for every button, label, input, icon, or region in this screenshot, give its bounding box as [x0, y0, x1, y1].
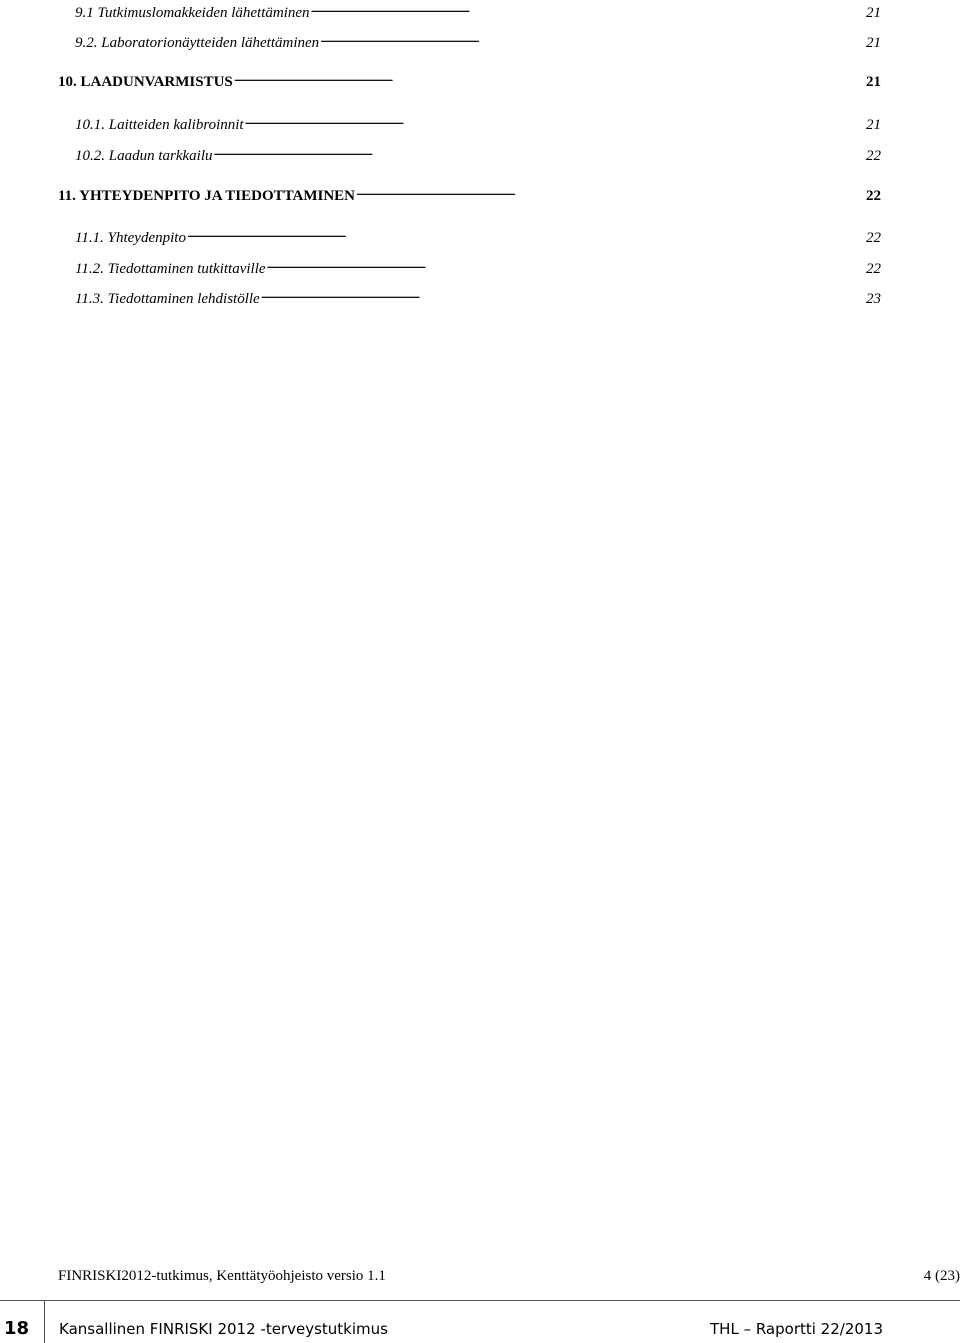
report-footer	[0, 1318, 960, 1343]
toc-entry-page: 21	[866, 35, 881, 51]
toc-entry-page: 23	[866, 291, 881, 307]
toc-entry-page: 21	[866, 117, 881, 133]
toc-dot-leader	[245, 111, 865, 129]
toc-dot-leader	[234, 68, 865, 86]
toc-dot-leader	[320, 29, 865, 47]
toc-entry-label: 11.1. Yhteydenpito	[75, 230, 186, 246]
report-series: THL – Raportti 22/2013	[710, 1320, 883, 1338]
toc-entry[interactable]	[75, 111, 881, 134]
toc-entry-label: 9.2. Laboratorionäytteiden lähettäminen	[75, 35, 320, 51]
toc-entry-label: 10.2. Laadun tarkkailu	[75, 148, 213, 164]
toc-entry[interactable]	[75, 29, 881, 52]
toc-entry[interactable]	[75, 285, 881, 308]
toc-entry-page: 22	[866, 230, 881, 246]
document-footer-page: 4 (23)	[923, 1268, 960, 1284]
toc-entry-page: 22	[866, 261, 881, 277]
toc-dot-leader	[187, 224, 865, 242]
toc-entry-page: 22	[866, 148, 881, 164]
toc-entry-label: 10.1. Laitteiden kalibroinnit	[75, 117, 244, 133]
toc-entry-page: 21	[866, 5, 881, 21]
document-footer-title: FINRISKI2012-tutkimus, Kenttätyöohjeisto versio 1.1	[58, 1268, 386, 1284]
toc-entry-label: 11. YHTEYDENPITO JA TIEDOTTAMINEN	[58, 188, 356, 204]
toc-entry[interactable]	[75, 224, 881, 247]
document-footer	[58, 1268, 960, 1288]
toc-entry[interactable]	[58, 68, 881, 91]
toc-dot-leader	[311, 0, 865, 17]
toc-entry[interactable]	[75, 0, 881, 22]
toc-entry[interactable]	[75, 255, 881, 278]
footer-divider	[0, 1300, 960, 1301]
toc-entry-page: 21	[866, 74, 881, 90]
toc-entry-label: 9.1 Tutkimuslomakkeiden lähettäminen	[75, 5, 310, 21]
toc-dot-leader	[261, 285, 865, 303]
toc-entry[interactable]	[58, 182, 881, 205]
toc-dot-leader	[267, 255, 865, 273]
toc-entry-page: 22	[866, 188, 881, 204]
toc-entry[interactable]	[75, 142, 881, 165]
toc-dot-leader	[356, 182, 865, 200]
toc-entry-label: 10. LAADUNVARMISTUS	[58, 74, 233, 90]
report-page-number: 18	[4, 1318, 30, 1339]
toc-entry-label: 11.2. Tiedottaminen tutkittaville	[75, 261, 266, 277]
toc-dot-leader	[214, 142, 866, 160]
toc-entry-label: 11.3. Tiedottaminen lehdistölle	[75, 291, 260, 307]
report-publication-title: Kansallinen FINRISKI 2012 -terveystutkimus	[59, 1320, 388, 1338]
